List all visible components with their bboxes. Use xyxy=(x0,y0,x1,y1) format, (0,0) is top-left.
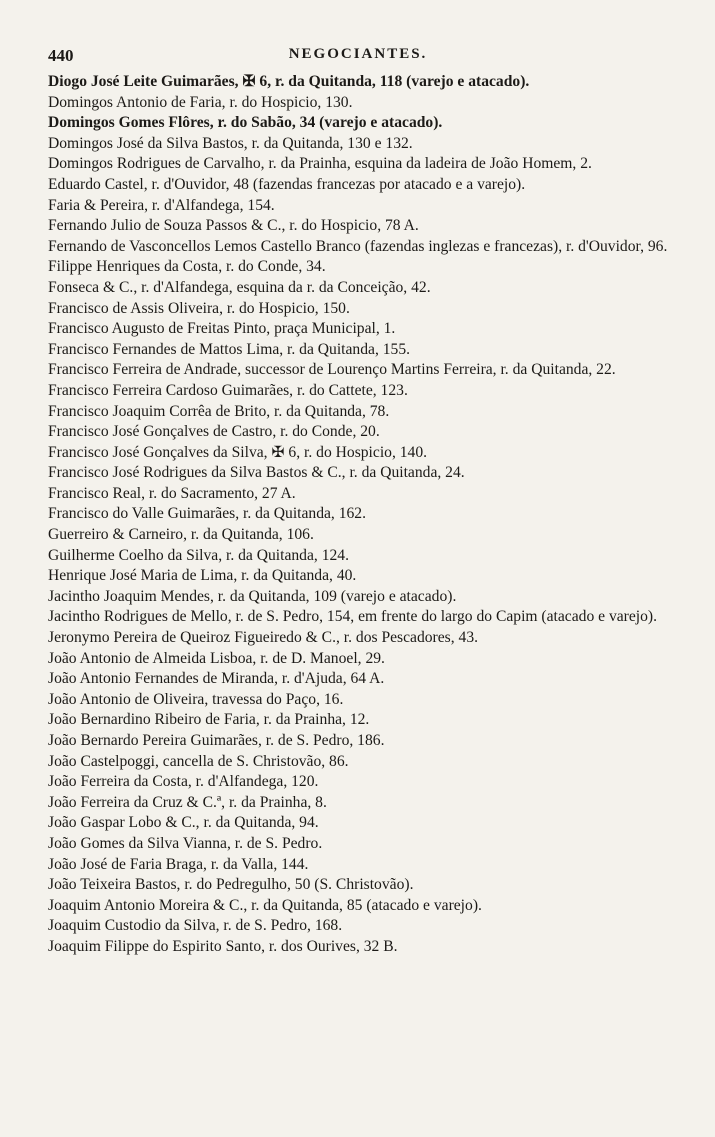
list-item: João José de Faria Braga, r. da Valla, 144. xyxy=(48,855,309,873)
list-item: Domingos Antonio de Faria, r. do Hospicio, 130. xyxy=(48,93,353,111)
list-item: João Antonio de Oliveira, travessa do Paço, 16. xyxy=(48,690,344,708)
list-item: Domingos Gomes Flôres, r. do Sabão, 34 (varejo e atacado). xyxy=(48,114,443,132)
list-item: Francisco Augusto de Freitas Pinto, praça Municipal, 1. xyxy=(48,320,396,338)
list-item: João Teixeira Bastos, r. do Pedregulho, 50 (S. Christovão). xyxy=(48,876,414,894)
list-item: Joaquim Custodio da Silva, r. de S. Pedro, 168. xyxy=(48,917,343,935)
list-item: João Antonio de Almeida Lisboa, r. de D. Manoel, 29. xyxy=(48,649,385,667)
list-item: Francisco José Gonçalves de Castro, r. do Conde, 20. xyxy=(48,423,380,441)
list-item: Jacintho Joaquim Mendes, r. da Quitanda, 109 (varejo e atacado). xyxy=(48,587,457,605)
list-item: Francisco Fernandes de Mattos Lima, r. da Quitanda, 155. xyxy=(48,340,411,358)
entry-list xyxy=(48,72,668,958)
list-item: João Gaspar Lobo & C., r. da Quitanda, 94. xyxy=(48,814,319,832)
list-item: Diogo José Leite Guimarães, ✠ 6, r. da Quitanda, 118 (varejo e atacado). xyxy=(48,73,530,90)
list-item: Francisco de Assis Oliveira, r. do Hospicio, 150. xyxy=(48,299,350,317)
list-item: Domingos Rodrigues de Carvalho, r. da Prainha, esquina da ladeira de João Homem, 2. xyxy=(48,155,592,173)
list-item: Guilherme Coelho da Silva, r. da Quitanda, 124. xyxy=(48,546,349,564)
list-item: Francisco Real, r. do Sacramento, 27 A. xyxy=(48,484,296,502)
list-item: João Castelpoggi, cancella de S. Christovão, 86. xyxy=(48,752,349,770)
list-item: Jeronymo Pereira de Queiroz Figueiredo & C., r. dos Pescadores, 43. xyxy=(48,629,479,647)
list-item: João Antonio Fernandes de Miranda, r. d'Ajuda, 64 A. xyxy=(48,670,385,688)
list-item: Henrique José Maria de Lima, r. da Quitanda, 40. xyxy=(48,567,357,585)
list-item: Domingos José da Silva Bastos, r. da Quitanda, 130 e 132. xyxy=(48,134,413,152)
list-item: Faria & Pereira, r. d'Alfandega, 154. xyxy=(48,196,275,214)
list-item: Francisco Ferreira de Andrade, successor de Lourenço Martins Ferreira, r. da Quitanda, 22. xyxy=(48,361,616,379)
list-item: João Bernardino Ribeiro de Faria, r. da Prainha, 12. xyxy=(48,711,370,729)
list-item: Fonseca & C., r. d'Alfandega, esquina da r. da Conceição, 42. xyxy=(48,278,431,296)
running-head: NEGOCIANTES. xyxy=(288,46,428,62)
list-item: João Ferreira da Cruz & C.ª, r. da Prainha, 8. xyxy=(48,793,327,811)
list-item: Francisco José Gonçalves da Silva, ✠ 6, r. do Hospicio, 140. xyxy=(48,443,428,461)
list-item: Joaquim Antonio Moreira & C., r. da Quitanda, 85 (atacado e varejo). xyxy=(48,896,482,914)
list-item: Guerreiro & Carneiro, r. da Quitanda, 106. xyxy=(48,526,314,544)
list-item: Francisco José Rodrigues da Silva Bastos & C., r. da Quitanda, 24. xyxy=(48,464,465,482)
list-item: Eduardo Castel, r. d'Ouvidor, 48 (fazendas francezas por atacado e a varejo). xyxy=(48,175,526,193)
list-item: João Bernardo Pereira Guimarães, r. de S. Pedro, 186. xyxy=(48,732,385,749)
list-item: Jacintho Rodrigues de Mello, r. de S. Pedro, 154, em frente do largo do Capim (atacado e varejo). xyxy=(48,608,658,626)
list-item: João Gomes da Silva Vianna, r. de S. Pedro. xyxy=(48,834,323,852)
list-item: João Ferreira da Costa, r. d'Alfandega, 120. xyxy=(48,773,319,791)
list-item: Francisco Joaquim Corrêa de Brito, r. da Quitanda, 78. xyxy=(48,402,390,420)
page-header xyxy=(48,46,668,68)
list-item: Fernando de Vasconcellos Lemos Castello Branco (fazendas inglezas e francezas), r. d'Ouvidor, 96. xyxy=(48,237,668,255)
list-item: Francisco do Valle Guimarães, r. da Quitanda, 162. xyxy=(48,505,367,523)
list-item: Fernando Julio de Souza Passos & C., r. do Hospicio, 78 A. xyxy=(48,217,419,235)
list-item: Francisco Ferreira Cardoso Guimarães, r. do Cattete, 123. xyxy=(48,381,408,399)
list-item: Joaquim Filippe do Espirito Santo, r. dos Ourives, 32 B. xyxy=(48,937,398,955)
page-number: 440 xyxy=(48,46,74,65)
list-item: Filippe Henriques da Costa, r. do Conde, 34. xyxy=(48,258,326,276)
